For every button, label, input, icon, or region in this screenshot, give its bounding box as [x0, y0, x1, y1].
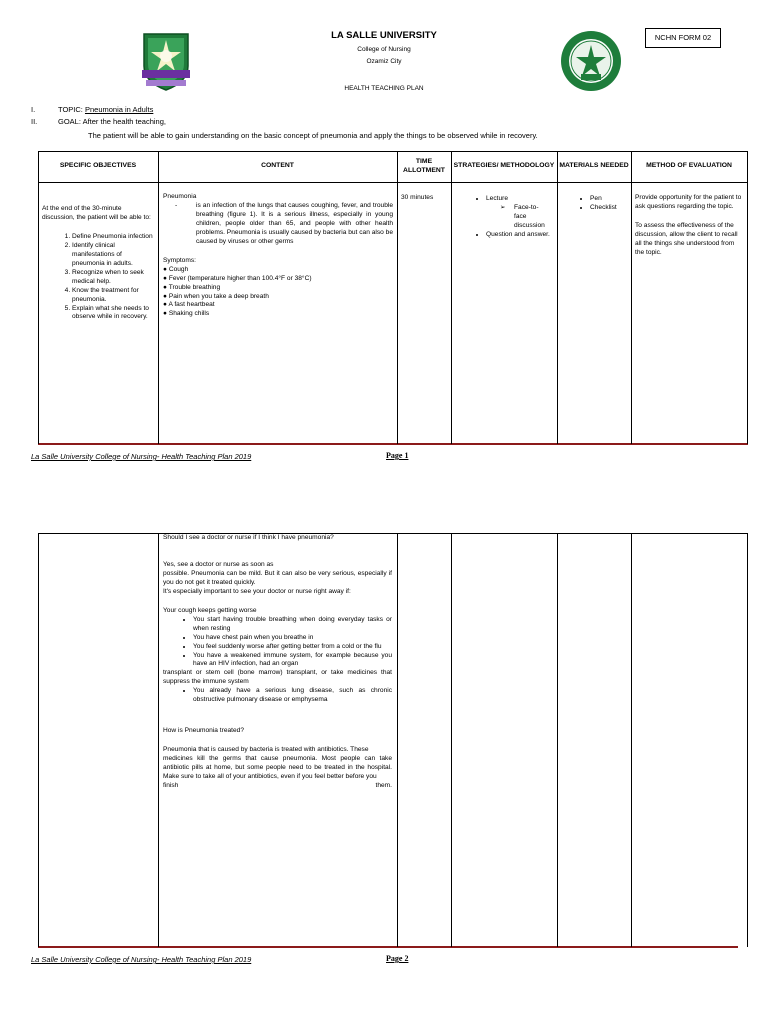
content-cell-continued — [163, 534, 392, 791]
university-name: LA SALLE UNIVERSITY — [331, 30, 437, 41]
footer-text-page2: La Salle University College of Nursing- Health Teaching Plan 2019 — [31, 955, 252, 964]
symptoms-title: Symptoms: — [163, 256, 196, 264]
warning-item: • You start having trouble breathing when doing everyday tasks or when resting — [193, 616, 392, 634]
strategy-lecture: • Lecture — [486, 195, 554, 204]
evaluation-text-1: Provide opportunity for the patient to ask questions regarding the topic. — [635, 194, 742, 210]
page-number-2: Page 2 — [386, 954, 409, 963]
college-name: College of Nursing — [357, 46, 411, 53]
header-materials: MATERIALS NEEDED — [559, 162, 629, 170]
strategy-question-answer: • Question and answer. — [486, 231, 554, 240]
answer-see-doctor-line1: Yes, see a doctor or nurse as soon as — [163, 560, 274, 568]
page-number-1: Page 1 — [386, 451, 409, 460]
objective-item: 3. Recognize when to seek medical help. — [72, 269, 154, 287]
treatment-paragraph-2: medicines kill the germs that cause pneumonia. Most people can take antibiotic pills at home, but some people need to be treated in the hospital. Make sure to take all of your antibiotics, even if you feel better before you — [163, 755, 392, 781]
topic-value: Pneumonia in Adults — [84, 105, 154, 114]
strategies-cell — [456, 195, 554, 240]
arrow-icon: ➢ — [500, 203, 506, 211]
city-name: Ozamiz City — [366, 58, 402, 65]
symptom-item: ● Pain when you take a deep breath — [163, 292, 269, 300]
strategy-face-to-face: Face-to-face discussion — [514, 203, 545, 229]
cough-worse: Your cough keeps getting worse — [163, 606, 257, 614]
time-allotment-value: 30 minutes — [401, 194, 434, 201]
objective-item: 2. Identify clinical manifestations of pneumonia in adults. — [72, 242, 154, 269]
footer-text-page1: La Salle University College of Nursing- Health Teaching Plan 2019 — [31, 452, 252, 461]
transplant-text: transplant or stem cell (bone marrow) transplant, or take medicines that suppress the immune system — [163, 669, 392, 686]
goal-label: GOAL: After the health teaching, — [58, 117, 166, 126]
objectives-cell — [42, 205, 154, 322]
treatment-paragraph-1: Pneumonia that is caused by bacteria is treated with antibiotics. These — [163, 746, 369, 754]
evaluation-cell — [635, 194, 745, 258]
evaluation-text-2: To assess the effectiveness of the discussion, allow the client to recall all the things she understood from the topic. — [635, 221, 738, 256]
goal-text: The patient will be able to gain understanding on the basic concept of pneumonia and apply the things to be observed while in recovery. — [88, 131, 538, 140]
warning-item: • You have a weakened immune system, for example because you have an HIV infection, had an organ — [193, 652, 392, 670]
plan-title: HEALTH TEACHING PLAN — [344, 85, 424, 92]
header-specific-objectives: SPECIFIC OBJECTIVES — [59, 162, 137, 170]
question-see-doctor: Should I see a doctor or nurse if I think I have pneumonia? — [163, 534, 334, 541]
college-seal — [560, 30, 622, 92]
symptom-item: ● A fast heartbeat — [163, 301, 215, 309]
objectives-intro: At the end of the 30-minute discussion, the patient will be able to: — [42, 205, 151, 221]
material-item: • Checklist — [590, 204, 630, 213]
header-strategies: STRATEGIES/ METHODOLOGY — [453, 162, 555, 170]
warning-item: • You have chest pain when you breathe in — [193, 634, 392, 643]
question-treatment: How is Pneumonia treated? — [163, 727, 245, 735]
topic-label: TOPIC: — [58, 105, 83, 114]
header-content: CONTENT — [261, 162, 294, 170]
treatment-them: them. — [375, 782, 392, 790]
material-item: • Pen — [590, 195, 630, 204]
content-cell: Pneumonia - is an infection of the lungs that causes coughing, fever, and trouble breathing (figure 1). It is a serious illness, especially in young children, people older than 65, and people with other health problems. Pneumonia is usually caused by bacteria but can also be caused by viruses or other germs Symptoms: ● Cough ● Fever (temperature higher than 100.4°F or 38°C) ● Trouble breathing ● Pain when you take a deep breath ● A fast heartbeat ● Shaking chills — [163, 193, 393, 318]
header-evaluation: METHOD OF EVALUATION — [646, 162, 732, 170]
content-title: Pneumonia — [163, 193, 197, 200]
symptom-item: ● Trouble breathing — [163, 283, 221, 291]
header-time-allotment: TIME ALLOTMENT — [403, 157, 445, 174]
symptom-item: ● Cough — [163, 265, 189, 273]
content-definition: is an infection of the lungs that causes coughing, fever, and trouble breathing (figure 1). It is a serious illness, especially in young children, people older than 65, and people with other health problems. Pneumonia is usually caused by bacteria but can also be caused by viruses or other germs — [196, 201, 393, 245]
warning-item: • You feel suddenly worse after getting better from a cold or the flu — [193, 643, 392, 652]
objective-item: 5. Explain what she needs to observe while in recovery. — [72, 305, 154, 323]
answer-important: It's especially important to see your doctor or nurse right away if: — [163, 587, 351, 595]
warning-item: • You already have a serious lung disease, such as chronic obstructive pulmonary disease or emphysema — [193, 687, 392, 705]
treatment-finish: finish — [163, 782, 179, 790]
answer-see-doctor: possible. Pneumonia can be mild. But it can also be very serious, especially if you do not get it treated quickly. — [163, 569, 392, 586]
symptom-item: ● Shaking chills — [163, 310, 210, 318]
objectives-list — [42, 233, 154, 323]
warning-list — [163, 616, 392, 670]
form-code-box: NCHN FORM 02 — [645, 28, 721, 48]
topic-line — [58, 105, 153, 115]
symptom-item: ● Fever (temperature higher than 100.4°F or 38°C) — [163, 274, 312, 282]
topic-number: I. — [31, 105, 36, 114]
objective-item: 1. Define Pneumonia infection — [72, 233, 154, 242]
objective-item: 4. Know the treatment for pneumonia. — [72, 287, 154, 305]
goal-number: II. — [31, 117, 38, 126]
materials-cell — [560, 195, 630, 213]
